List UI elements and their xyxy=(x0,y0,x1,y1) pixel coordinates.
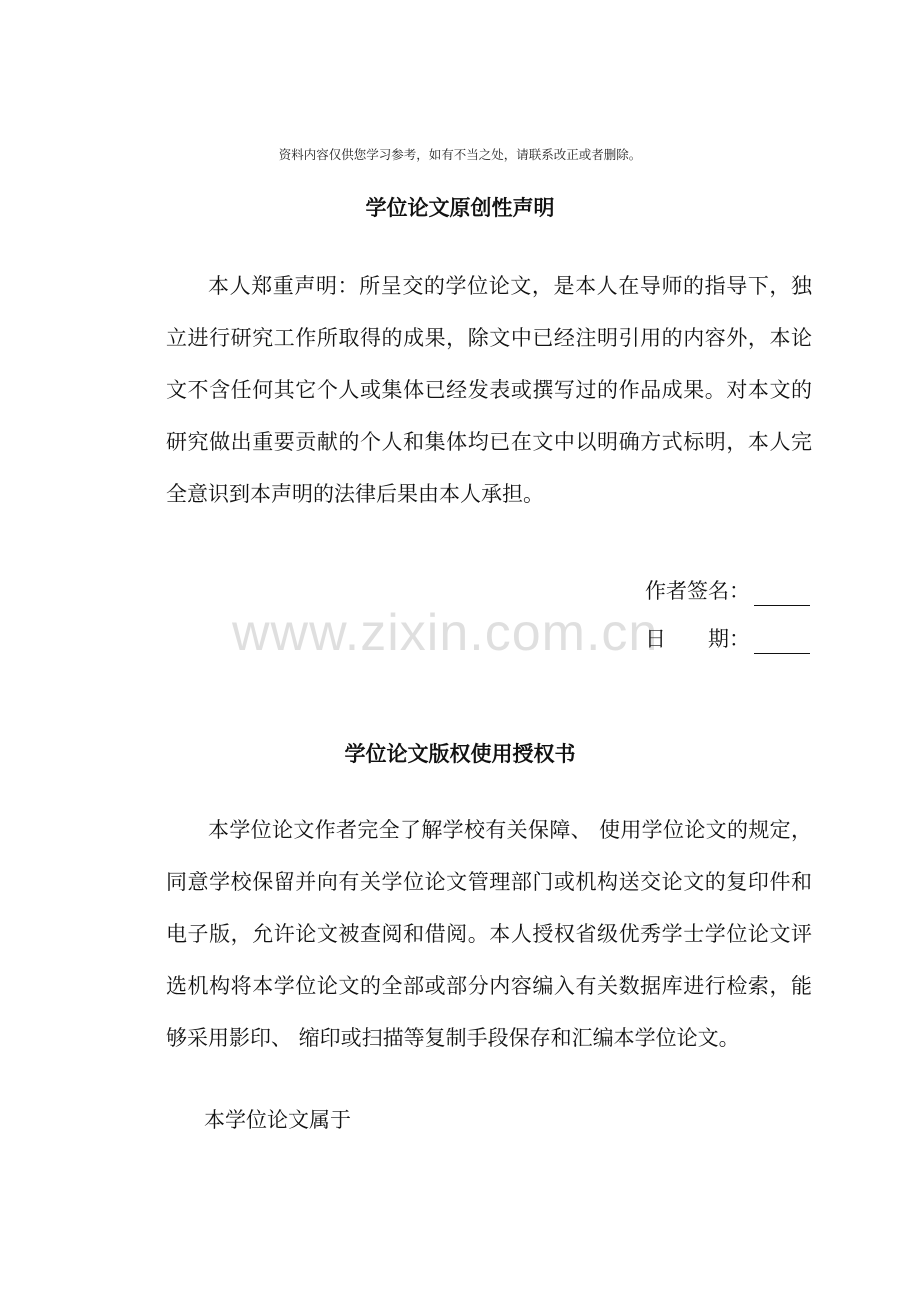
date-row xyxy=(645,624,810,654)
author-signature-row xyxy=(645,576,810,606)
declaration-title: 学位论文原创性声明 xyxy=(365,196,555,220)
authorization-title: 学位论文版权使用授权书 xyxy=(344,742,576,766)
date-blank[interactable] xyxy=(754,631,810,654)
date-label: 日 期： xyxy=(645,627,750,651)
authorization-last-line: 本学位论文属于 xyxy=(204,1108,351,1132)
header-note: 资料内容仅供您学习参考，如有不当之处，请联系改正或者删除。 xyxy=(278,147,642,162)
declaration-body: 本人郑重声明：所呈交的学位论文，是本人在导师的指导下，独立进行研究工作所取得的成果，除文中已经注明引用的内容外，本论文不含任何其它个人或集体已经发表或撰写过的作品成果。对本文的研究做出重要贡献的个人和集体均已在文中以明确方式标明，本人完全意识到本声明的法律后果由本人承担。 xyxy=(166,274,812,506)
author-signature-blank[interactable] xyxy=(754,583,810,606)
authorization-body: 本学位论文作者完全了解学校有关保障、 使用学位论文的规定，同意学校保留并向有关学位论文管理部门或机构送交论文的复印件和电子版，允许论文被查阅和借阅。本人授权省级优秀学士学位论文评选机构将本学位论文的全部或部分内容编入有关数据库进行检索，能够采用影印、 缩印或扫描等复制手段保存和汇编本学位论文。 xyxy=(166,818,812,1050)
author-signature-label: 作者签名： xyxy=(645,579,750,603)
watermark: www.zixin.com.cn xyxy=(232,604,659,662)
